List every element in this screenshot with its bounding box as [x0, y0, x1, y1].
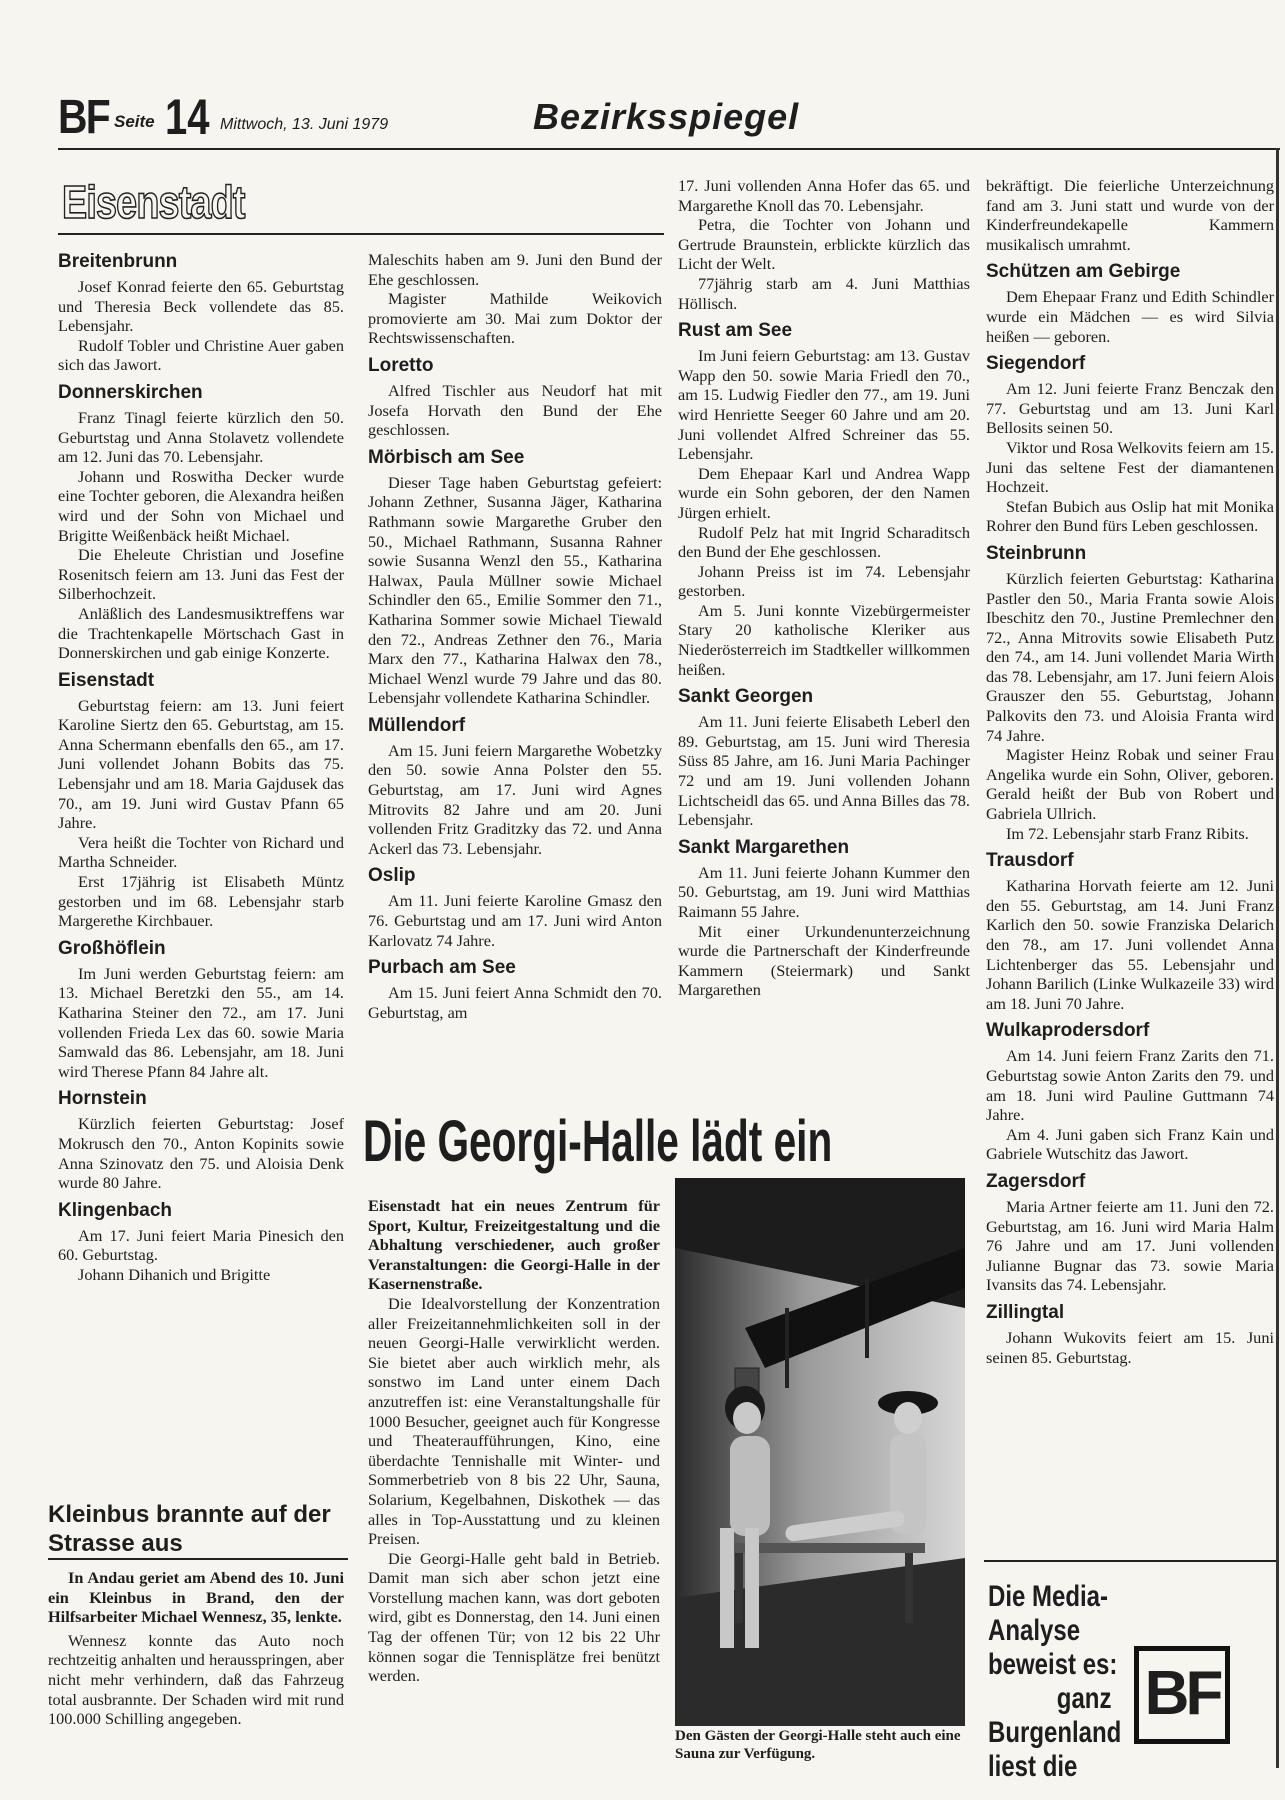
heading-loretto: Loretto [368, 354, 434, 376]
heading-klingenbach: Klingenbach [58, 1199, 173, 1221]
paragraph: Stefan Bubich aus Oslip hat mit Monika Rohrer den Bund fürs Leben geschlossen. [986, 496, 1274, 536]
georgi-lead: Eisenstadt hat ein neues Zentrum für Sport, Kultur, Freizeitgestaltung und die Abhaltung verschiedener, auch großer Veranstaltungen: die Georgi-Halle in der Kasernenstraße. [368, 1196, 660, 1294]
georgi-headline: Die Georgi-Halle lädt ein [363, 1109, 833, 1174]
heading-steinbrunn: Steinbrunn [986, 542, 1087, 564]
region-title-rule [58, 233, 664, 235]
paragraph: Viktor und Rosa Welkovits feiern am 15. Juni das seltene Fest der diamantenen Hochzeit. [986, 437, 1274, 497]
paragraph: 77jährig starb am 4. Juni Matthias Höllisch. [678, 273, 970, 313]
column-1 [58, 250, 344, 1465]
paragraph: Katharina Horvath feierte am 12. Juni den 55. Geburtstag, am 14. Juni Franz Karlich den 50. sowie Franziska Delarich den 78., am 17. Juni vollendet Anna Lichtenberger das 55. Lebensjahr und Johann Barilich (Linke Wulkazeile 33) wird am 18. Juni 70 Jahre. [986, 876, 1274, 1013]
heading-zagersdorf: Zagersdorf [986, 1170, 1086, 1192]
media-analyse-ad [986, 1580, 1226, 1783]
paragraph: Rudolf Pelz hat mit Ingrid Scharaditsch den Bund der Ehe geschlossen. [678, 522, 970, 562]
heading-breitenbrunn: Breitenbrunn [58, 251, 178, 272]
paragraph: Am 12. Juni feierte Franz Benczak den 77. Geburtstag und am 13. Juni Karl Bellosits seinen 50. [986, 379, 1274, 438]
paragraph: Am 15. Juni feiern Margarethe Wobetzky den 50. sowie Anna Polster den 55. Geburtstag, am 17. Juni wird Agnes Mitrovits 82 Jahre und am 20. Juni vollenden Fritz Graditzky das 72. und Anna Ackerl das 73. Lebensjahr. [368, 740, 662, 858]
paragraph: Im 72. Lebensjahr starb Franz Ribits. [1006, 823, 1249, 843]
heading-muellendorf: Müllendorf [368, 714, 466, 736]
bf-logo: BF [1134, 1646, 1230, 1744]
region-title: Eisenstadt [62, 176, 245, 228]
ad-line-1: Die Media-Analyse [988, 1580, 1109, 1647]
paragraph: Johann Preiss ist im 74. Lebensjahr gestorben. [678, 561, 970, 601]
ad-line-4: Burgenland [988, 1716, 1122, 1749]
paragraph: Am 11. Juni feierte Elisabeth Leberl den 89. Geburtstag, am 15. Juni wird Theresia Süss 85 Jahre, am 16. Juni Maria Pachinger 72 und am 19. Juni vollenden Johann Lichtscheidl das 65. und Anna Billes das 78. Lebensjahr. [678, 712, 970, 830]
ad-line-5: liest die [988, 1750, 1078, 1783]
page-number: 14 [165, 89, 210, 145]
paragraph: Kürzlich feierten Geburtstag: Katharina Pastler den 50., Maria Franta sowie Alois Ibeschitz den 70., Justine Premlechner den 72., Anna Mitrovits sowie Elisabeth Putz den 74., am 14. Juni vollendet Maria Wirth das 78. Lebensjahr, am 17. Juni feiern Alois Grauszer den 55. Geburtstag, Johann Palkovits den 73. und Aloisia Franta wird 74 Jahre. [986, 568, 1274, 745]
masthead-seite-label: Seite [114, 112, 155, 131]
heading-trausdorf: Trausdorf [986, 850, 1074, 872]
paragraph: Anläßlich des Landesmusiktreffens war die Trachtenkapelle Mörtschach Gast in Donnerskirchen und gab einige Konzerte. [58, 603, 344, 663]
section-title: Bezirksspiegel [533, 96, 800, 137]
heading-sankt-georgen: Sankt Georgen [678, 686, 814, 708]
paragraph: Die Eheleute Christian und Josefine Rosenitsch feiern am 13. Juni das Fest der Silberhochzeit. [58, 545, 344, 604]
georgi-article [368, 1196, 660, 1770]
heading-grosshoeflein: Großhöflein [58, 937, 166, 959]
paragraph: Am 5. Juni konnte Vizebürgermeister Stary 20 katholische Kleriker aus Niederösterreich im Stadtkeller willkommen heißen. [678, 600, 970, 679]
kleinbus-lead: In Andau geriet am Abend des 10. Juni ein Kleinbus in Brand, den der Hilfsarbeiter Michael Wennesz, 35, lenkte. [48, 1568, 344, 1627]
paragraph: Franz Tinagl feierte kürzlich den 50. Geburtstag und Anna Stolavetz vollendete am 12. Juni das 70. Lebensjahr. [58, 407, 344, 467]
paragraph: Josef Konrad feierte den 65. Geburtstag und Theresia Beck vollendete das 85. Lebensjahr. [58, 277, 344, 336]
paragraph: Am 11. Juni feierte Karoline Gmasz den 76. Geburtstag und am 17. Juni wird Anton Karlovatz 74 Jahre. [368, 891, 662, 950]
photo-caption: Den Gästen der Georgi-Halle steht auch eine Sauna zur Verfügung. [675, 1728, 961, 1762]
paragraph: 17. Juni vollenden Anna Hofer das 65. und Margarethe Knoll das 70. Lebensjahr. [678, 176, 970, 215]
paragraph: Wennesz konnte das Auto noch rechtzeitig anhalten und herausspringen, aber nicht mehr verhindern, daß das Fahrzeug total ausbrannte. Der Schaden wird mit rund 100.000 Schilling angegeben. [48, 1630, 344, 1729]
ad-rule [984, 1560, 1276, 1562]
paragraph: Magister Heinz Robak und seiner Frau Angelika wurde ein Sohn, Oliver, geboren. Gerald heißt der Bub von Robert und Gabriela Ullrich. [986, 745, 1274, 824]
column-4 [986, 176, 1274, 1556]
kleinbus-rule [48, 1558, 348, 1560]
paragraph: Im Juni feiern Geburtstag: am 13. Gustav Wapp den 50. sowie Maria Friedl den 70., am 15. Ludwig Fiedler den 77., am 19. Juni wird Henriette Seeger 60 Jahre und am 20. Juni vollendet Alfred Schreiner das 55. Lebensjahr. [678, 346, 970, 464]
kleinbus-headline: Kleinbus brannte auf der Strasse aus [48, 1501, 331, 1557]
paragraph: Petra, die Tochter von Johann und Gertrude Braunstein, erblickte kürzlich das Licht der Welt. [678, 215, 970, 274]
ad-line-3: ganz [1056, 1682, 1112, 1715]
paragraph: Am 15. Juni feiert Anna Schmidt den 70. Geburtstag, am [368, 983, 662, 1022]
paragraph: Magister Mathilde Weikovich promovierte am 30. Mai zum Doktor der Rechtswissenschaften. [368, 289, 662, 348]
paragraph: Alfred Tischler aus Neudorf hat mit Josefa Horvath den Bund der Ehe geschlossen. [368, 380, 662, 440]
paragraph: Erst 17jährig ist Elisabeth Müntz gestorben und im 68. Lebensjahr starb Margerethe Kirchbauer. [58, 872, 344, 931]
heading-wulkaprodersdorf: Wulkaprodersdorf [986, 1020, 1150, 1042]
paragraph: Vera heißt die Tochter von Richard und Martha Schneider. [58, 832, 344, 872]
paragraph: Dem Ehepaar Franz und Edith Schindler wurde ein Mädchen — es wird Silvia heißen — geboren. [986, 287, 1274, 346]
masthead [58, 89, 1280, 146]
heading-purbach: Purbach am See [368, 957, 516, 979]
paragraph: Johann und Roswitha Decker wurde eine Tochter geboren, die Alexandra heißen wird und der Sohn von Michael und Brigitte Weißenbäck heißt Michael. [58, 466, 344, 545]
paragraph: Johann Dihanich und Brigitte [78, 1264, 271, 1284]
paragraph: Maleschits haben am 9. Juni den Bund der Ehe geschlossen. [368, 250, 662, 289]
heading-eisenstadt: Eisenstadt [58, 669, 155, 691]
paragraph: bekräftigt. Die feierliche Unterzeichnung fand am 3. Juni statt und wurde von der Kinderfreundekapelle Kammern musikalisch umrahmt. [986, 176, 1274, 254]
paragraph: Dem Ehepaar Karl und Andrea Wapp wurde ein Sohn geboren, der den Namen Jürgen erhielt. [678, 463, 970, 522]
paragraph: Maria Artner feierte am 11. Juni den 72. Geburtstag, am 16. Juni wird Maria Halm 76 Jahre und am 17. Juni vollenden Julianne Bugnar das 73. sowie Maria Ivansits das 74. Lebensjahr. [986, 1196, 1274, 1295]
heading-moerbisch: Mörbisch am See [368, 446, 525, 468]
paragraph: Geburtstag feiern: am 13. Juni feiert Karoline Siertz den 65. Geburtstag, am 15. Anna Schermann ebenfalls den 65., am 17. Juni vollendet Johann Bobits das 75. Lebensjahr und am 18. Maria Gajdusek das 70., am 19. Juni wird Gustav Pfann 65 Jahre. [58, 695, 344, 833]
paragraph: Am 17. Juni feiert Maria Pinesich den 60. Geburtstag. [58, 1225, 344, 1265]
paragraph: Mit einer Urkundenunterzeichnung wurde die Partnerschaft der Kinderfreunde Kammern (Steiermark) und Sankt Margarethen [678, 921, 970, 1000]
heading-donnerskirchen: Donnerskirchen [58, 381, 203, 403]
paragraph: Die Idealvorstellung der Konzentration aller Freizeitannehmlichkeiten soll in der neuen Georgi-Halle verwirklicht werden. Sie bietet aber auch wirklich mehr, als sonstwo im Land unter einem Dach anzutreffen ist: eine Veranstaltungshalle für 1000 Besucher, geeignet auch für Kongresse und Theateraufführungen, Kino, eine überdachte Tennishalle mit Winter- und Sommerbetrieb von 8 bis 22 Uhr, Sauna, Solarium, Kegelbahnen, Diskothek — das alles in Top-Ausstattung und zu kleinen Preisen. [368, 1293, 660, 1549]
heading-siegendorf: Siegendorf [986, 353, 1086, 375]
column-2 [368, 250, 662, 1080]
kleinbus-article [48, 1568, 344, 1768]
heading-sankt-margarethen: Sankt Margarethen [678, 836, 850, 858]
paragraph: Dieser Tage haben Geburtstag gefeiert: Johann Zethner, Susanna Jäger, Katharina Rathmann sowie Margarethe Gruber den 50., Michael Rathmann, Susanna Rahner sowie Susanna Wenzl den 55., Katharina Halwax, Paula Müllner sowie Michael Schindler den 65., Emilie Sommer den 71., Katharina Sommer sowie Michael Tiewald den 72., Andreas Zethner den 76., Maria Marx den 77., Katharina Halwax den 78., Michael Wenzl wurde 79 Jahre und das 80. Lebensjahr vollendete Katharina Schindler. [368, 472, 662, 708]
heading-oslip: Oslip [368, 865, 416, 887]
page-edge-rule [1276, 148, 1279, 1768]
issue-date: Mittwoch, 13. Juni 1979 [220, 116, 389, 133]
ad-line-2: beweist es: [988, 1648, 1118, 1681]
paragraph: Am 14. Juni feiern Franz Zarits den 71. Geburtstag sowie Anton Zarits den 79. und am 18. Juni wird Pauline Guttmann 74 Jahre. [986, 1046, 1274, 1125]
paragraph: Die Georgi-Halle geht bald in Betrieb. Damit man sich aber schon jetzt eine Vorstellung machen kann, was dort geboten wird, gibt es Donnerstag, den 14. Juni einen Tag der offenen Tür; von 12 bis 22 Uhr können sogar die Tennisplätze frei benützt werden. [368, 1548, 660, 1686]
paragraph: Kürzlich feierten Geburtstag: Josef Mokrusch den 70., Anton Kopinits sowie Anna Szinovatz den 75. und Aloisia Denk wurde 80 Jahre. [58, 1114, 344, 1193]
paragraph: Am 4. Juni gaben sich Franz Kain und Gabriele Wutschitz das Jawort. [986, 1124, 1274, 1164]
heading-rust: Rust am See [678, 320, 793, 342]
sauna-photo [675, 1178, 965, 1726]
column-3 [678, 176, 970, 1096]
paragraph: Johann Wukovits feiert am 15. Juni seinen 85. Geburtstag. [986, 1327, 1274, 1367]
paragraph: Rudolf Tobler und Christine Auer gaben sich das Jawort. [58, 335, 344, 375]
heading-hornstein: Hornstein [58, 1088, 147, 1110]
paragraph: Am 11. Juni feierte Johann Kummer den 50. Geburtstag, am 19. Juni wird Matthias Raimann 55 Jahre. [678, 862, 970, 921]
masthead-logo: BF [58, 91, 109, 144]
paragraph: Im Juni werden Geburtstag feiern: am 13. Michael Beretzki den 55., am 14. Katharina Steiner den 72., am 17. Juni vollenden Frieda Lex das 60. sowie Maria Samwald das 86. Lebensjahr, am 18. Juni wird Therese Pfann 84 Jahre alt. [58, 963, 344, 1081]
heading-zillingtal: Zillingtal [986, 1301, 1065, 1323]
masthead-rule [58, 148, 1280, 150]
heading-schuetzen: Schützen am Gebirge [986, 261, 1181, 283]
